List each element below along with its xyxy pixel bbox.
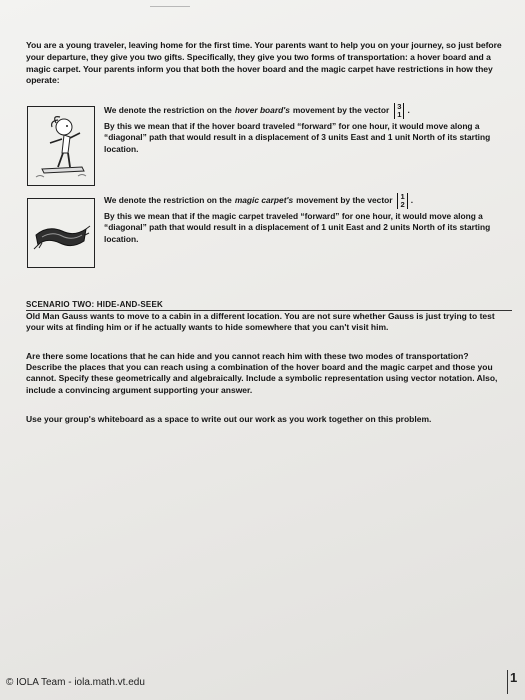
carpet-vector-north: 2 [400, 200, 405, 209]
magic-carpet-icon [28, 199, 94, 267]
carpet-lead-text: We denote the restriction on the [104, 195, 232, 206]
hoverboard-rider-icon [28, 107, 94, 185]
hoverboard-body-text: By this we mean that if the hover board traveled “forward” for one hour, it would move along a “diagonal” path that would result in a displacement of 3 units East and 1 unit North of its starting location. [104, 121, 491, 154]
hoverboard-name: hover board's [234, 105, 290, 116]
scenario-heading: SCENARIO TWO: HIDE-AND-SEEK [26, 300, 163, 309]
hoverboard-vector-line [104, 103, 504, 119]
carpet-vector [397, 193, 407, 209]
instructions-text: Describe the places that you can reach using a combination of the hover board and the magic carpet and those you cannot. Specify these geometrically and algebraically. Include a symbolic representation using vector notation. Also, include a convincing argument supporting your answer. [26, 362, 498, 395]
hoverboard-vector [394, 103, 404, 119]
carpet-tail-text: movement by the vector [296, 195, 393, 206]
scenario-text: Old Man Gauss wants to move to a cabin in a different location. You are not sure whether Gauss is just trying to test your wits at finding him or if he actually wants to hide somewhere that you can't visit him. [26, 311, 495, 333]
magic-carpet-picture [27, 198, 95, 268]
hoverboard-tail-text: movement by the vector [292, 105, 390, 116]
footer-credit: © IOLA Team - iola.math.vt.edu [6, 677, 145, 688]
carpet-body-text: By this we mean that if the magic carpet traveled “forward” for one hour, it would move along a “diagonal” path that would result in a displacement of 1 unit East and 2 units North of its starting location. [104, 211, 491, 244]
whiteboard-note: Use your group's whiteboard as a space to write out our work as you work together on this problem. [26, 414, 432, 424]
hoverboard-description [104, 103, 504, 155]
top-mark [150, 0, 190, 7]
page-number: 1 [507, 670, 522, 694]
carpet-vector-east: 1 [400, 192, 405, 201]
hoverboard-vector-north: 1 [397, 110, 402, 119]
carpet-vector-line [104, 193, 504, 209]
hoverboard-lead-text: We denote the restriction on the [104, 105, 232, 116]
carpet-name: magic carpet's [234, 195, 294, 206]
hoverboard-period: . [407, 105, 410, 116]
carpet-period: . [410, 195, 414, 206]
carpet-description [104, 193, 504, 245]
hoverboard-vector-east: 3 [397, 102, 402, 111]
question-text: Are there some locations that he can hide and you cannot reach him with these two modes of transportation? [26, 351, 469, 361]
intro-paragraph: You are a young traveler, leaving home for the first time. Your parents want to help you on your journey, so just before your departure, they give you two gifts. Specifically, they give you two forms of transportation: a hover board and a magic carpet. Your parents inform you that both the hover board and the magic carpet have restrictions in how they operate: [26, 40, 502, 86]
hoverboard-picture [27, 106, 95, 186]
